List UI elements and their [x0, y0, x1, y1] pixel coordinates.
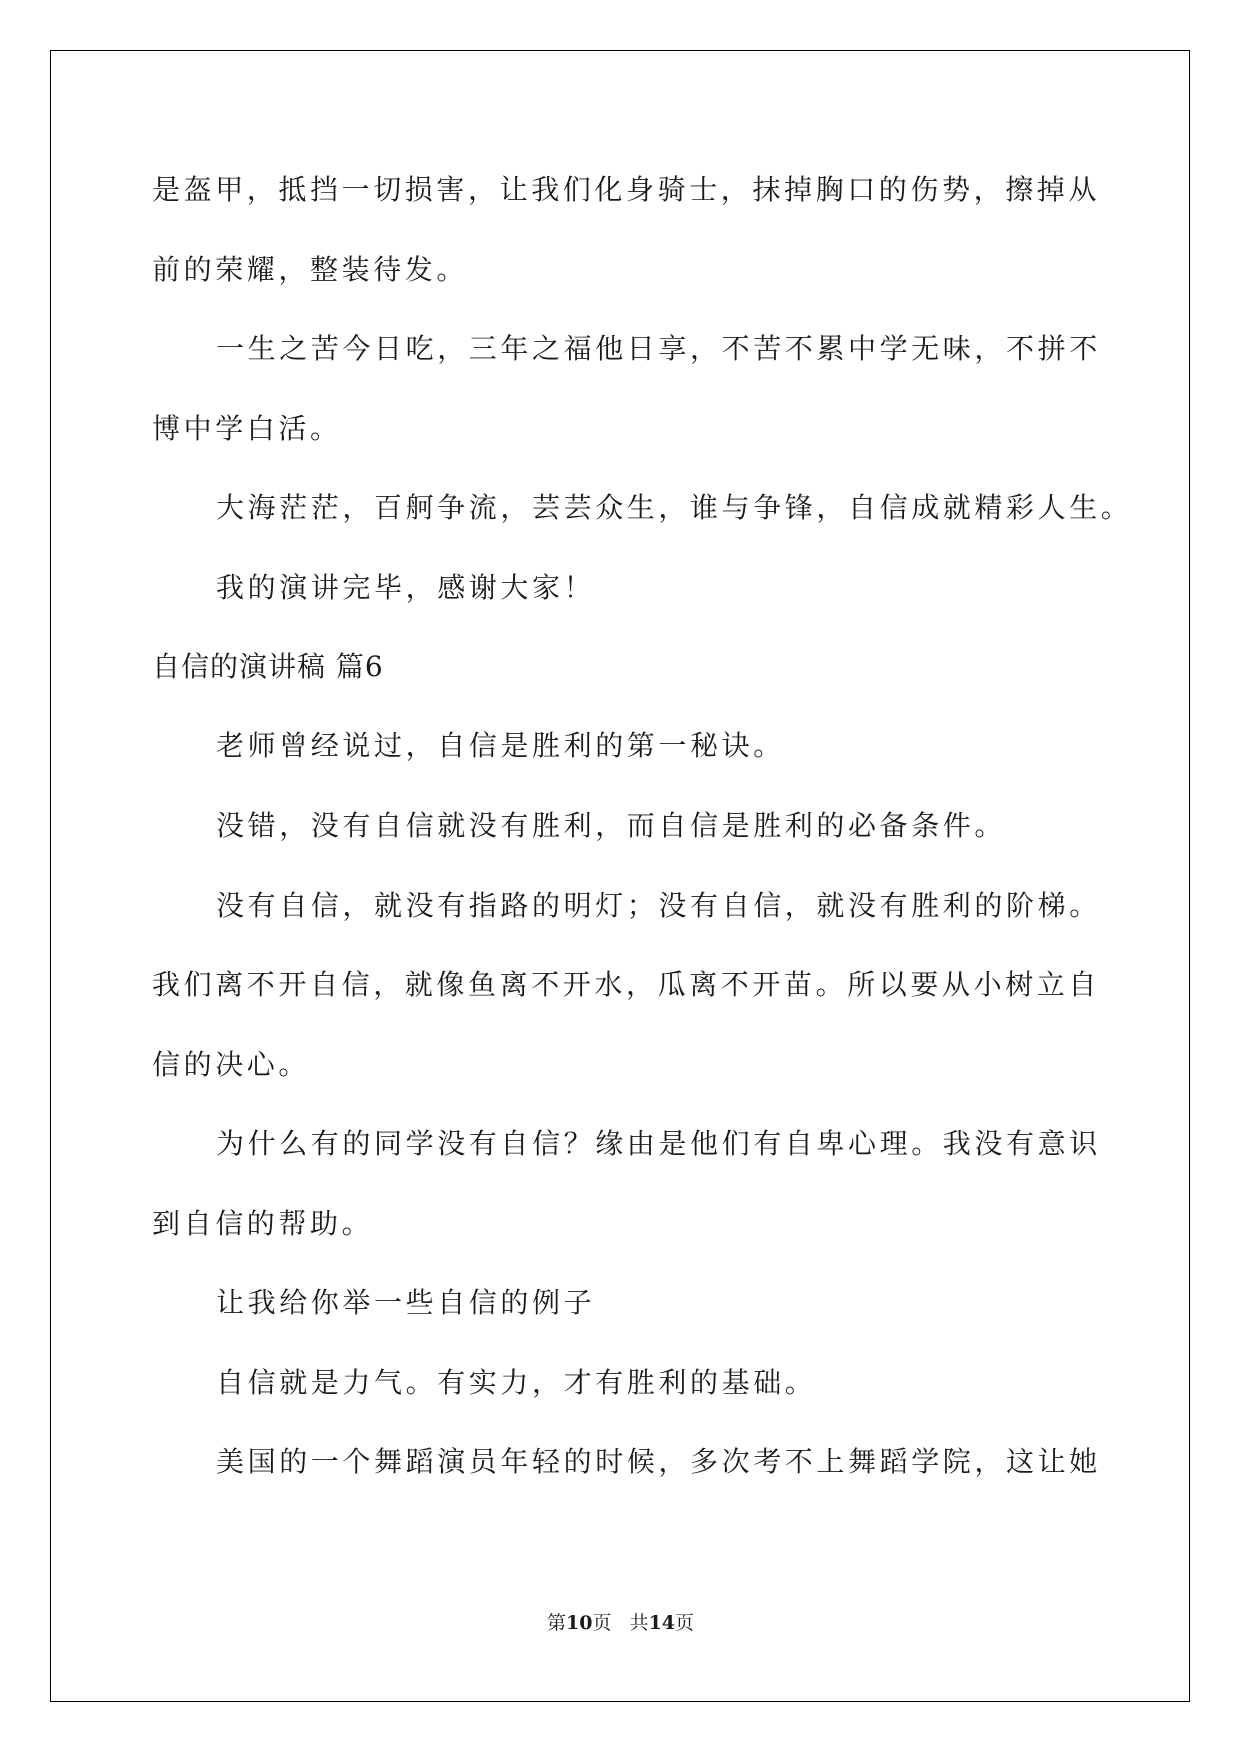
paragraph-first-line: 一生之苦今日吃，三年之福他日享，不苦不累中学无味，不拼不: [216, 332, 1101, 365]
footer-prefix: 第: [546, 1612, 566, 1634]
footer-suffix: 页: [675, 1612, 695, 1634]
body-line: 到自信的帮助。: [152, 1207, 374, 1240]
body-line: 我们离不开自信，就像鱼离不开水，瓜离不开苗。所以要从小树立自: [152, 968, 1101, 1001]
body-line: 信的决心。: [152, 1048, 311, 1081]
page-footer: [0, 1611, 1241, 1635]
paragraph-first-line: 自信就是力气。有实力，才有胜利的基础。: [216, 1366, 817, 1399]
paragraph-first-line: 我的演讲完毕，感谢大家！: [216, 571, 596, 604]
paragraph-first-line: 没有自信，就没有指路的明灯；没有自信，就没有胜利的阶梯。: [216, 889, 1101, 922]
body-line: 前的荣耀，整装待发。: [152, 253, 469, 286]
body-line: 博中学白活。: [152, 412, 342, 445]
total-pages-number: 14: [648, 1612, 676, 1634]
paragraph-first-line: 大海茫茫，百舸争流，芸芸众生，谁与争锋，自信成就精彩人生。: [216, 491, 1133, 524]
current-page-number: 10: [565, 1612, 593, 1634]
body-line: 是盔甲，抵挡一切损害，让我们化身骑士，抹掉胸口的伤势，擦掉从: [152, 173, 1101, 206]
paragraph-first-line: 让我给你举一些自信的例子: [216, 1286, 596, 1319]
paragraph-first-line: 为什么有的同学没有自信？缘由是他们有自卑心理。我没有意识: [216, 1127, 1101, 1160]
paragraph-first-line: 没错，没有自信就没有胜利，而自信是胜利的必备条件。: [216, 809, 1007, 842]
paragraph-first-line: 老师曾经说过，自信是胜利的第一秘诀。: [216, 729, 785, 762]
footer-middle: 页 共: [592, 1612, 649, 1634]
paragraph-first-line: 美国的一个舞蹈演员年轻的时候，多次考不上舞蹈学院，这让她: [216, 1445, 1101, 1478]
section-heading: 自信的演讲稿 篇6: [152, 650, 384, 683]
